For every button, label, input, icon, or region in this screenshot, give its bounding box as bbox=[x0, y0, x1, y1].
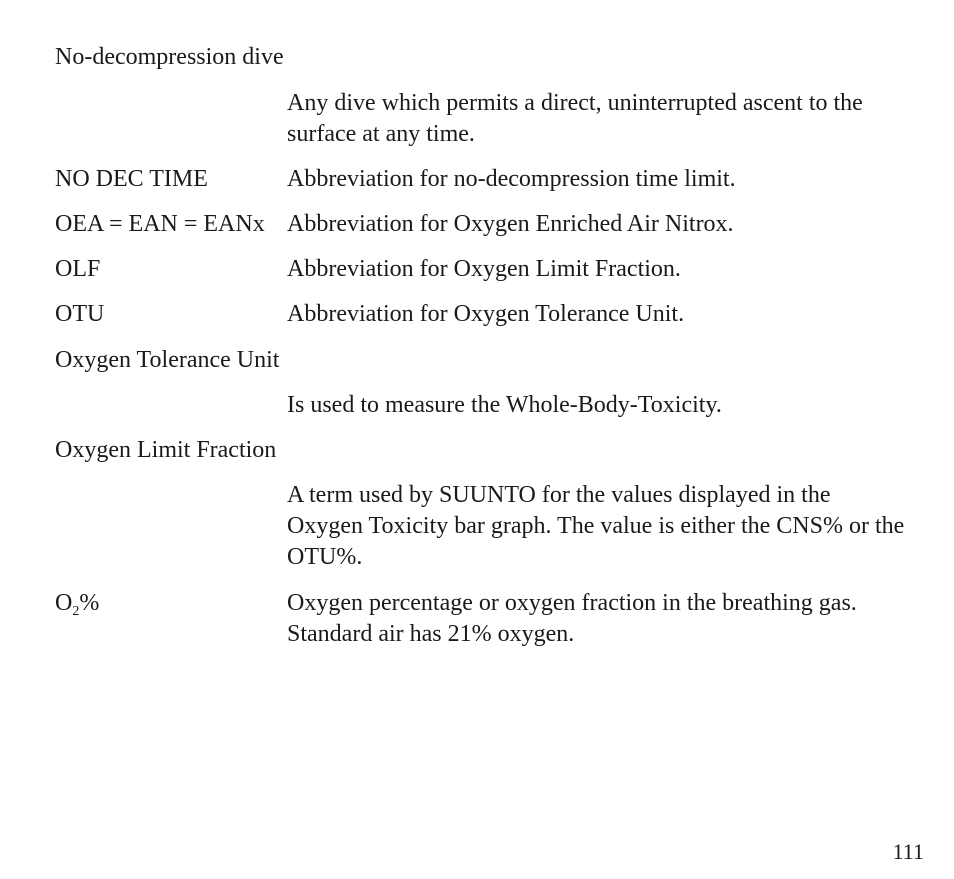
glossary-definition: Abbreviation for no-decompression time limit. bbox=[287, 166, 736, 192]
glossary-term: OTU bbox=[55, 301, 105, 327]
glossary-term-o2-percent bbox=[55, 588, 99, 619]
glossary-definition: Any dive which permits a direct, uninterrupted ascent to the surface at any time. bbox=[287, 90, 863, 147]
glossary-definition: Abbreviation for Oxygen Tolerance Unit. bbox=[287, 301, 685, 327]
glossary-definition: Abbreviation for Oxygen Limit Fraction. bbox=[287, 256, 681, 282]
glossary-definition: Abbreviation for Oxygen Enriched Air Nitrox. bbox=[287, 211, 734, 237]
glossary-term: NO DEC TIME bbox=[55, 166, 208, 192]
glossary-term: Oxygen Limit Fraction bbox=[55, 437, 277, 463]
term-base: O bbox=[55, 590, 73, 616]
glossary-term: OEA = EAN = EANx bbox=[55, 211, 265, 237]
glossary-term: Oxygen Tolerance Unit bbox=[55, 347, 280, 373]
glossary-definition: Is used to measure the Whole-Body-Toxicity. bbox=[287, 392, 722, 418]
glossary-definition: Oxygen percentage or oxygen fraction in the breathing gas. Standard air has 21% oxygen. bbox=[287, 590, 857, 647]
term-suffix: % bbox=[79, 590, 100, 616]
glossary-term: OLF bbox=[55, 256, 101, 282]
term-subscript: 2 bbox=[72, 604, 80, 619]
page-number: 111 bbox=[892, 839, 924, 864]
glossary-definition: A term used by SUUNTO for the values displayed in the Oxygen Toxicity bar graph. The value is either the CNS% or the OTU%. bbox=[287, 482, 905, 570]
glossary-term: No-decompression dive bbox=[55, 44, 284, 70]
